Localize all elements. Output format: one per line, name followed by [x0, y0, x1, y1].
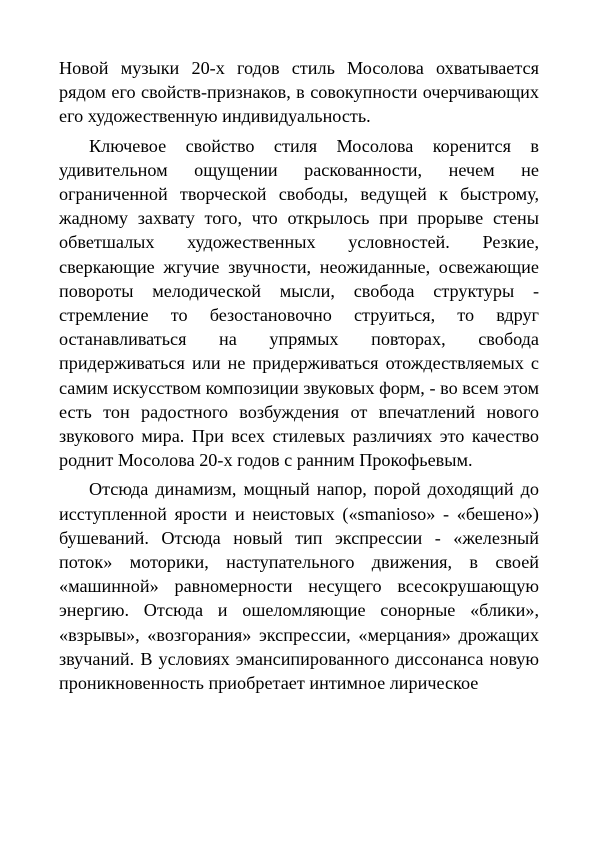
paragraph-dynamism: Отсюда динамизм, мощный напор, порой доходящий до исступленной ярости и неистовых («smanioso» - «бешено») бушеваний. Отсюда новый тип экспрессии - «железный поток» моторики, наступательного движения, в своей «машинной» равномерности несущего всесокрушающую энергию. Отсюда и ошеломляющие сонорные «блики», «взрывы», «возгорания» экспрессии, «мерцания» дрожащих звучаний. В условиях эмансипированного диссонанса новую проникновенность приобретает интимное лирическое	[59, 479, 539, 694]
document-page	[59, 56, 539, 700]
paragraph-key-style: Ключевое свойство стиля Мосолова коренится в удивительном ощущении раскованности, нечем не ограниченной творческой свободы, ведущей к быстрому, жадному захвату того, что открылось при прорыве стены обветшалых художественных условностей. Резкие, сверкающие жгучие звучности, неожиданные, освежающие повороты мелодической мысли, свобода структуры - стремление то безостановочно струиться, то вдруг останавливаться на упрямых повторах, свобода придерживаться или не придерживаться отождествляемых с самим искусством композиции звуковых форм, - во всем этом есть тон радостного возбуждения от впечатлений нового звукового мира. При всех стилевых различиях это качество роднит Мосолова 20-х годов с ранним Прокофьевым.	[59, 135, 539, 471]
paragraph-continued: Новой музыки 20-х годов стиль Мосолова охватывается рядом его свойств-признаков, в совокупности очерчивающих его художественную индивидуальность.	[59, 58, 539, 127]
